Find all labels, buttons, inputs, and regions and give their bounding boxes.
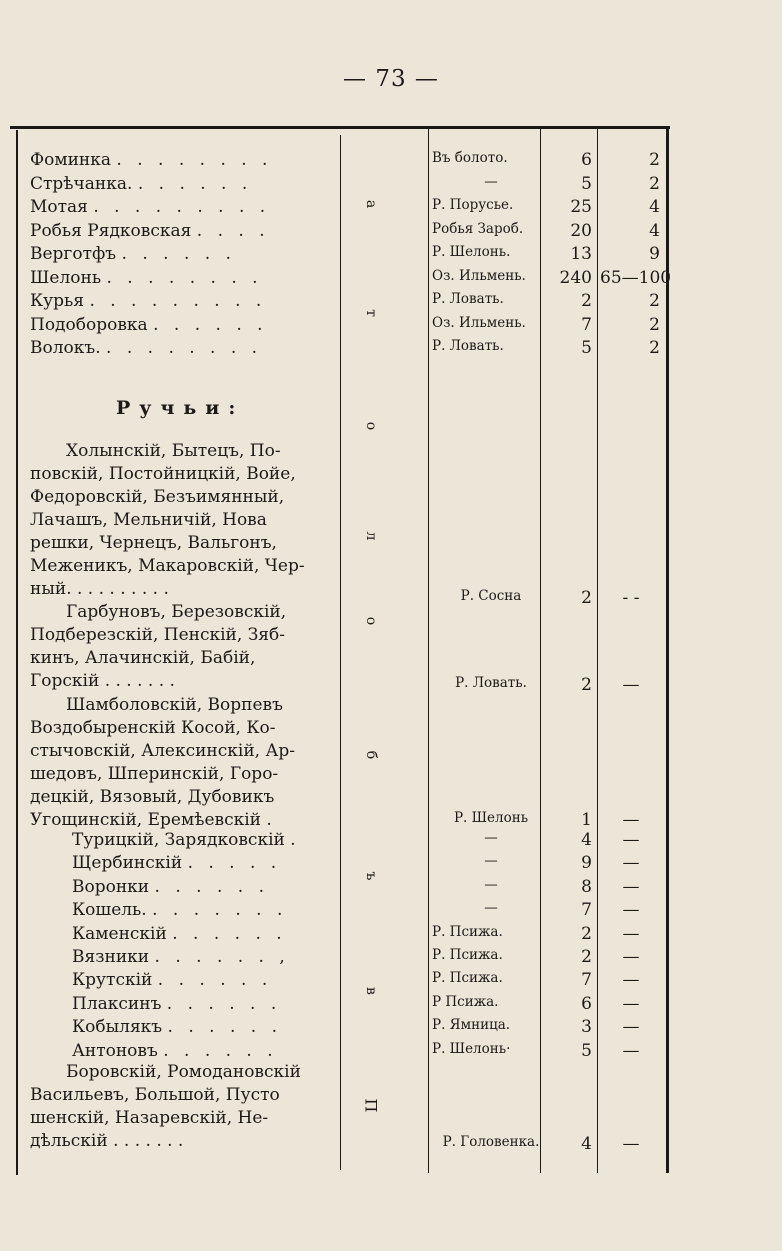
width-cell: 2: [649, 338, 660, 358]
length-cell: 3: [581, 1017, 592, 1038]
table-row: [0, 830, 782, 854]
table-row: [0, 174, 782, 198]
leader-dots: . . . . . .: [121, 244, 236, 264]
river-name: [72, 970, 272, 990]
length-cell: 4: [581, 1134, 592, 1154]
column-letter: ъ: [363, 871, 379, 881]
leader-dots: . . . . . .: [153, 314, 268, 335]
leader-dots: . . . . . . . .: [116, 150, 273, 170]
length-cell: 2: [581, 923, 592, 944]
table-row: [0, 244, 782, 268]
column-letter: б: [363, 750, 379, 760]
group-line: Угощинскій, Еремѣевскій .: [30, 810, 272, 830]
river-name-text: Подоборовка: [30, 314, 148, 335]
leader-dots: . . . . . . . . .: [89, 291, 267, 311]
column-letter: в: [363, 987, 379, 995]
river-name-text: Робья Рядковская: [30, 220, 192, 241]
leader-dots: . . . . . .: [154, 876, 269, 897]
column-letter: П: [361, 1098, 381, 1113]
width-cell: —: [622, 1040, 640, 1061]
river-name: [72, 853, 281, 873]
river-name-text: Плаксинъ: [72, 993, 162, 1014]
length-cell: 5: [581, 173, 592, 194]
river-name: [72, 830, 296, 850]
column-letter: а: [363, 199, 379, 209]
width-cell: —: [622, 830, 640, 850]
width-cell: —: [622, 675, 640, 695]
mouth-cell: Р. Шелонь.: [432, 244, 511, 260]
mouth-cell: —: [484, 853, 498, 870]
width-cell: —: [622, 993, 640, 1014]
river-name: [30, 268, 263, 288]
river-name-text: Кошель.: [72, 900, 147, 921]
leader-dots: . . . . . .: [167, 1017, 282, 1038]
mouth-cell: —: [484, 830, 498, 846]
river-name: [72, 1017, 282, 1037]
mouth-cell: Р. Ловать.: [432, 291, 504, 307]
width-cell: —: [622, 970, 640, 991]
mouth-cell: —: [484, 876, 498, 893]
table-row: [0, 197, 782, 221]
river-name: [72, 947, 290, 967]
group-line: Холынскій, Бытецъ, По-: [66, 441, 281, 461]
river-name: [30, 174, 252, 194]
river-name: [72, 924, 287, 944]
mouth-cell: Оз. Ильмень.: [432, 267, 526, 284]
mouth-cell: Р. Шелонь·: [432, 1040, 511, 1057]
leader-dots: . . . . . .: [163, 1040, 278, 1061]
table-row: [0, 315, 782, 339]
width-cell: —: [622, 947, 640, 967]
river-name: [30, 197, 270, 217]
river-name: [72, 994, 281, 1014]
mouth-cell: Р. Псижа.: [432, 923, 503, 940]
mouth-cell: Р. Псижа.: [432, 947, 503, 963]
group-line: решки, Чернецъ, Вальгонъ,: [30, 533, 277, 553]
river-name-text: Волокъ.: [30, 338, 101, 358]
width-cell: —: [622, 900, 640, 921]
table-row: [0, 268, 782, 292]
group-line: Боровскій, Ромодановскій: [66, 1062, 301, 1082]
river-name-text: Шелонь: [30, 267, 102, 288]
table-row: [0, 877, 782, 901]
table-row: [0, 338, 782, 362]
width-cell: 9: [649, 244, 660, 264]
length-cell: 7: [581, 970, 592, 991]
section-heading: Ручьи:: [116, 397, 245, 419]
river-name: [30, 150, 272, 170]
length-cell: 6: [581, 993, 592, 1014]
river-name-text: Кобылякъ: [72, 1017, 163, 1038]
mouth-cell: —: [484, 173, 498, 190]
mouth-cell: Робья Зароб.: [432, 220, 524, 237]
leader-dots: . . . . . . . .: [106, 267, 263, 288]
river-name: [30, 244, 236, 264]
column-letter: л: [363, 531, 379, 541]
mouth-cell: Р. Ловать.: [455, 675, 527, 691]
page-number: — 73 —: [343, 66, 439, 92]
width-cell: —: [622, 853, 640, 874]
group-line: Шамболовскій, Ворпевъ: [66, 695, 283, 715]
river-name: [72, 900, 287, 920]
column-letter: о: [363, 616, 379, 626]
river-name: [30, 221, 270, 241]
river-name-text: Антоновъ: [72, 1040, 158, 1061]
width-cell: 2: [649, 314, 660, 335]
group-line: Лачашъ, Мельничій, Нова: [30, 510, 267, 530]
table-row: [0, 150, 782, 174]
table-row: [0, 221, 782, 245]
table-row: [0, 900, 782, 924]
length-cell: 8: [581, 876, 592, 897]
group-line: кинъ, Алачинскій, Бабій,: [30, 648, 256, 668]
length-cell: 1: [581, 810, 592, 830]
leader-dots: . . . . . . . . .: [93, 197, 271, 217]
river-name: [30, 291, 266, 311]
group-line: Федоровскій, Безъимянный,: [30, 487, 285, 507]
group-values: [0, 1134, 782, 1158]
leader-dots: . . . . . . ,: [154, 947, 290, 967]
river-name-text: Верготфъ: [30, 244, 117, 264]
group-line: шедовъ, Шперинскій, Горо-: [30, 764, 279, 784]
leader-dots: . . . .: [196, 220, 270, 241]
width-cell: 2: [649, 173, 660, 194]
river-name-text: Щербинскій: [72, 853, 183, 874]
mouth-cell: Р. Порусье.: [432, 197, 514, 213]
river-name-text: Воронки: [72, 876, 150, 897]
column-letter: т: [363, 309, 379, 317]
mouth-cell: Р. Ямница.: [432, 1017, 511, 1034]
length-cell: 2: [581, 675, 592, 695]
group-line: Горскій . . . . . . .: [30, 671, 175, 691]
table-row: [0, 291, 782, 315]
river-name-text: Стрѣчанка.: [30, 173, 133, 194]
table-row: [0, 1017, 782, 1041]
table-row: [0, 924, 782, 948]
width-cell: - -: [622, 588, 640, 608]
length-cell: 5: [581, 338, 592, 358]
mouth-cell: Р. Сосна: [460, 588, 522, 604]
group-line: Васильевъ, Большой, Пусто: [30, 1085, 280, 1105]
mouth-cell: Р. Псижа.: [432, 970, 503, 987]
top-rule: [10, 126, 670, 129]
length-cell: 7: [581, 314, 592, 335]
group-line: Воздобыренскій Косой, Ко-: [30, 718, 276, 738]
length-cell: 20: [570, 220, 592, 241]
river-name-text: Турицкій, Зарядковскій .: [72, 830, 296, 850]
leader-dots: . . . . . .: [172, 923, 287, 944]
river-name: [30, 338, 262, 358]
length-cell: 2: [581, 291, 592, 311]
width-cell: —: [622, 876, 640, 897]
leader-dots: . . . . . . . .: [106, 338, 263, 358]
length-cell: 240: [559, 267, 592, 288]
width-cell: 65—100: [600, 267, 672, 288]
table-row: [0, 853, 782, 877]
width-cell: —: [622, 1134, 640, 1154]
column-letter: о: [363, 421, 379, 431]
stream-group: [30, 440, 336, 601]
group-line: Меженикъ, Макаровскій, Чер-: [30, 556, 305, 576]
river-name-text: Вязники: [72, 947, 150, 967]
mouth-cell: Р. Головенка.: [442, 1134, 540, 1150]
group-line: Подберезскій, Пенскій, Зяб-: [30, 625, 285, 645]
length-cell: 25: [570, 197, 592, 217]
mouth-cell: Въ болото.: [432, 150, 508, 166]
river-name-text: Каменскій: [72, 923, 167, 944]
group-line: Гарбуновъ, Березовскій,: [66, 602, 287, 622]
mouth-cell: Р. Ловать.: [432, 338, 504, 354]
group-line: шенскій, Назаревскій, Не-: [30, 1108, 269, 1128]
width-cell: —: [622, 1017, 640, 1038]
mouth-cell: Р Псижа.: [432, 993, 499, 1010]
length-cell: 5: [581, 1040, 592, 1061]
group-line: дѣльскій . . . . . . .: [30, 1131, 184, 1151]
leader-dots: . . . . . .: [137, 173, 253, 194]
width-cell: 4: [649, 197, 660, 217]
length-cell: 2: [581, 588, 592, 608]
length-cell: 4: [581, 830, 592, 850]
river-name: [30, 315, 268, 335]
leader-dots: . . . . . . .: [152, 900, 288, 921]
river-name: [72, 877, 269, 897]
river-name-text: Крутскій: [72, 970, 153, 991]
group-line: децкій, Вязовый, Дубовикъ: [30, 787, 275, 807]
width-cell: 2: [649, 291, 660, 311]
mouth-cell: Р. Шелонь: [453, 810, 529, 826]
width-cell: —: [622, 810, 640, 830]
group-line: ный. . . . . . . . . .: [30, 579, 169, 599]
table-row: [0, 994, 782, 1018]
group-line: стычовскій, Алексинскій, Ар-: [30, 741, 295, 761]
river-name-text: Фоминка: [30, 150, 111, 170]
length-cell: 13: [570, 244, 592, 264]
length-cell: 7: [581, 900, 592, 921]
river-name-text: Курья: [30, 291, 85, 311]
leader-dots: . . . . .: [187, 853, 282, 874]
mouth-cell: Оз. Ильмень.: [432, 314, 526, 331]
length-cell: 2: [581, 947, 592, 967]
mouth-cell: —: [484, 900, 498, 917]
leader-dots: . . . . . .: [166, 993, 282, 1014]
river-name: [72, 1041, 278, 1061]
width-cell: 2: [649, 150, 660, 170]
group-line: повскій, Постойницкій, Войе,: [30, 464, 296, 484]
length-cell: 6: [581, 150, 592, 170]
river-name-text: Мотая: [30, 197, 88, 217]
table-row: [0, 947, 782, 971]
width-cell: 4: [649, 220, 660, 241]
length-cell: 9: [581, 853, 592, 874]
leader-dots: . . . . . .: [157, 970, 273, 991]
width-cell: —: [622, 923, 640, 944]
table-row: [0, 970, 782, 994]
